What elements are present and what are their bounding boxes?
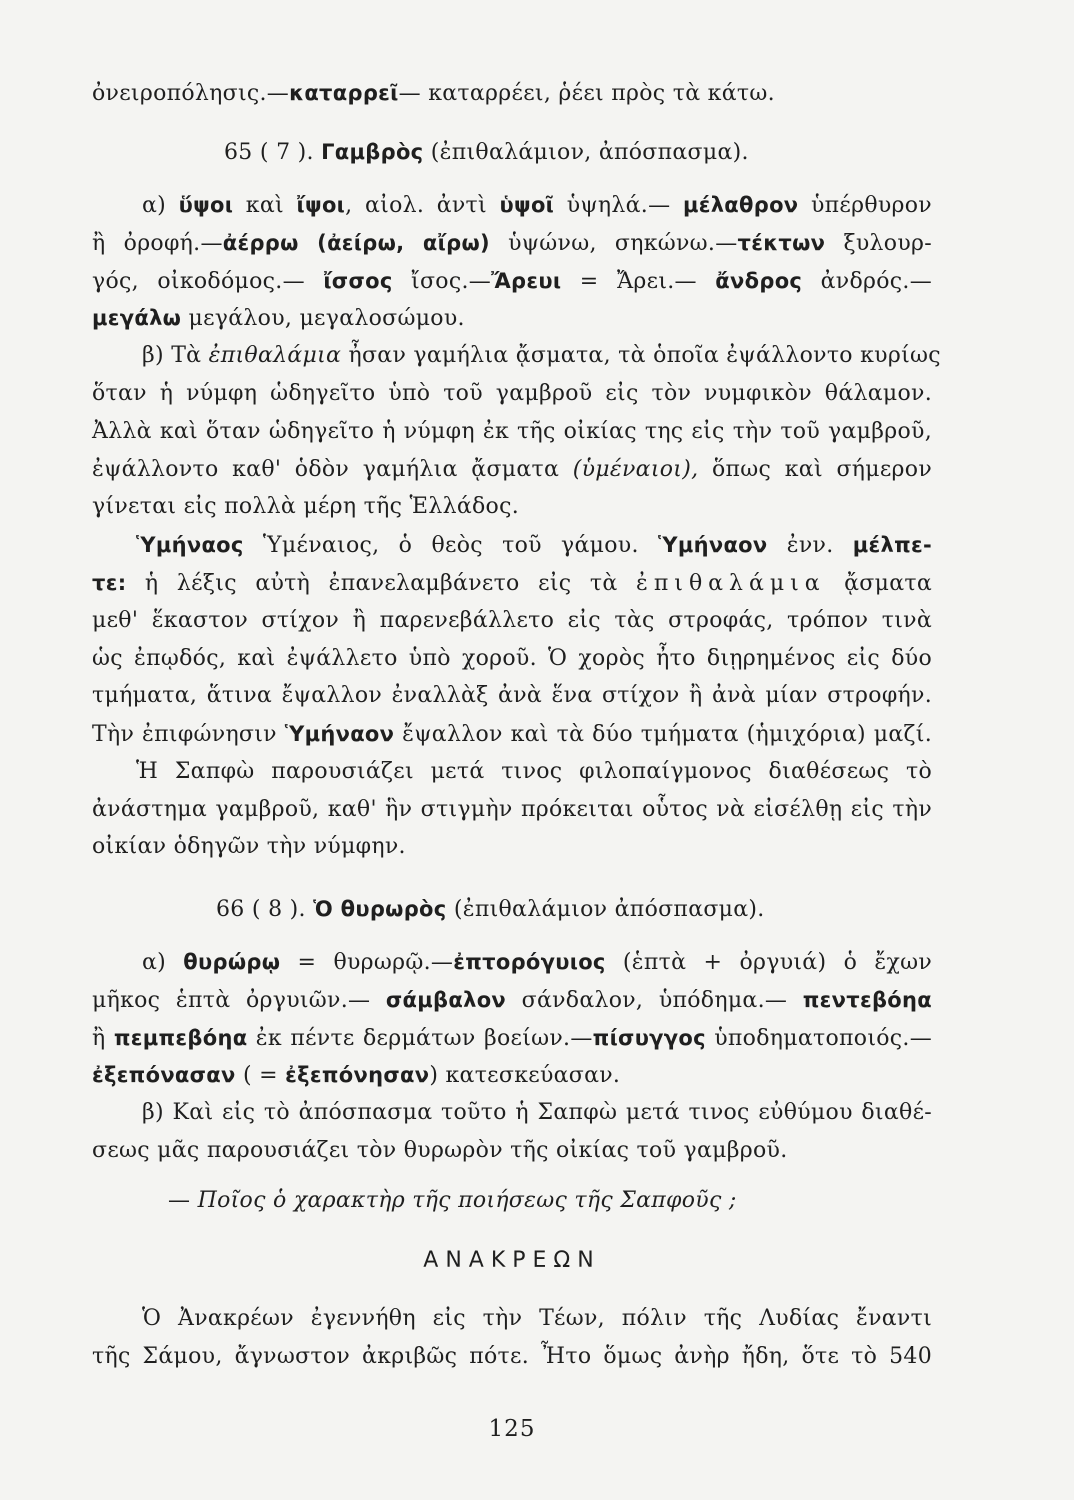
text-run: ἡ λέξις αὐτὴ ἐπανελαμβάνετο εἰς τὰ xyxy=(126,571,637,596)
text-run: ἢ xyxy=(92,1026,114,1051)
bold-term: Ἄρευι xyxy=(491,269,562,293)
bold-term: ἄνδρος xyxy=(715,269,803,293)
text-run: ξυλουρ- xyxy=(825,231,932,256)
text-line: β) Καὶ εἰς τὸ ἀπόσπασμα τοῦτο ἡ Σαπφὼ μετά τινος εὐθύμου διαθέ- xyxy=(142,1100,932,1125)
text-line: ἀνάστημα γαμβροῦ, καθ' ἣν στιγμὴν πρόκειται οὗτος νὰ εἰσέλθῃ εἰς τὴν xyxy=(92,797,932,822)
section-66-heading xyxy=(216,894,765,925)
text-run: (ἐπιθαλάμιον, ἀπόσπασμα). xyxy=(423,140,749,165)
text-line xyxy=(142,947,932,978)
text-line: Ὁ Ἀνακρέων ἐγεννήθη εἰς τὴν Τέων, πόλιν τῆς Λυδίας ἔναντι xyxy=(142,1306,932,1331)
question-line xyxy=(168,1186,737,1216)
text-line: ὅταν ἡ νύμφη ὡδηγεῖτο ὑπὸ τοῦ γαμβροῦ εἰς τὸν νυμφικὸν θάλαμον. xyxy=(92,381,932,406)
text-run: ἦσαν γαμήλια ᾄσματα, τὰ ὁποῖα ἐψάλλοντο κυρίως xyxy=(341,343,941,368)
bold-term: ἴσσος xyxy=(323,269,393,293)
bold-term: Ὑμήναος xyxy=(136,533,244,557)
text-run: , αἰολ. ἀντὶ xyxy=(345,193,500,218)
text-run: (ἐπιθαλάμιον ἀπόσπασμα). xyxy=(446,897,765,922)
text-run: (ἑπτὰ + ὀργυιά) ὁ ἔχων xyxy=(605,950,932,975)
text-run: μῆκος ἑπτὰ ὀργυιῶν.— xyxy=(92,988,386,1013)
text-line: γίνεται εἰς πολλὰ μέρη τῆς Ἑλλάδος. xyxy=(92,494,519,519)
text-run: ( = xyxy=(235,1063,286,1088)
bold-term: ἐξεπόνησαν xyxy=(285,1063,430,1087)
text-line xyxy=(92,1060,620,1091)
text-run: = Ἄρει.— xyxy=(561,269,716,294)
bold-term: ὑψοῖ xyxy=(499,193,555,217)
bold-term: ἐξεπόνασαν xyxy=(92,1063,236,1087)
section-number: 66 ( 8 ). xyxy=(216,897,314,922)
bold-term: ἀέρρω (ἀείρω, αἴρω) xyxy=(222,231,490,255)
bold-term: ὕψοι xyxy=(178,193,234,217)
text-line xyxy=(142,341,941,371)
text-run: ὑποδηματοποιός.— xyxy=(705,1026,932,1051)
bold-term: μέλαθρον xyxy=(682,193,799,217)
bold-term: πεντεβόηα xyxy=(802,988,932,1012)
text-line: τμήματα, ἅτινα ἔψαλλον ἐναλλὰξ ἀνὰ ἕνα στίχον ἢ ἀνὰ μίαν στροφήν. xyxy=(92,683,932,708)
bold-term: Ὑμήναον xyxy=(658,533,768,557)
bold-term: μέλπε- xyxy=(852,533,932,557)
bold-term: σάμβαλον xyxy=(385,988,507,1012)
text-run: — xyxy=(168,1188,198,1213)
question-text: Ποῖος ὁ χαρακτὴρ τῆς ποιήσεως τῆς Σαπφοῦς ; xyxy=(197,1188,737,1213)
text-run: ἐνν. xyxy=(767,533,853,558)
text-run: β) Τὰ xyxy=(142,343,209,368)
text-run: α) xyxy=(142,193,179,218)
text-run: ὅπως καὶ σήμερον xyxy=(698,457,932,482)
text-line xyxy=(92,568,932,599)
bold-term: πεμπεβόηα xyxy=(113,1026,248,1050)
text-run: καὶ xyxy=(233,193,297,218)
text-run: γός, οἰκοδόμος.— xyxy=(92,269,324,294)
text-run: μεγάλου, μεγαλοσώμου. xyxy=(181,306,465,331)
page-number: 125 xyxy=(488,1416,536,1442)
section-number: 65 ( 7 ). xyxy=(224,140,322,165)
section-heading: ΑΝΑΚΡΕΩΝ xyxy=(423,1248,601,1273)
text-run: — καταρρέει, ῥέει πρὸς τὰ κάτω. xyxy=(398,81,775,106)
bold-term: πίσυγγος xyxy=(592,1026,706,1050)
text-line xyxy=(92,303,465,334)
italic-term: ἐπιθαλάμια xyxy=(208,343,342,368)
section-65-heading xyxy=(224,137,749,168)
text-run: ὑπέρθυρον xyxy=(798,193,932,218)
text-line xyxy=(136,530,932,561)
bold-term: καταρρεῖ xyxy=(289,81,399,105)
bold-term: Ὑμήναον xyxy=(284,722,395,746)
text-line xyxy=(92,455,932,485)
text-run: ) κατεσκεύασαν. xyxy=(429,1063,621,1088)
section-title: Ὁ θυρωρὸς xyxy=(313,897,447,921)
text-line xyxy=(92,228,932,259)
text-line xyxy=(92,1023,932,1054)
text-run: ὑψηλά.— xyxy=(554,193,683,218)
text-line: ὡς ἐπῳδός, καὶ ἐψάλλετο ὑπὸ χοροῦ. Ὁ χορὸς ἦτο διῃρημένος εἰς δύο xyxy=(92,646,932,671)
text-line xyxy=(92,78,775,109)
text-line xyxy=(92,719,932,750)
bold-term: θυρώρῳ xyxy=(183,950,281,974)
text-run: = θυρωρῷ.— xyxy=(280,950,454,975)
text-run: ἐκ πέντε δερμάτων βοείων.— xyxy=(247,1026,593,1051)
text-line: Ἡ Σαπφὼ παρουσιάζει μετά τινος φιλοπαίγμονος διαθέσεως τὸ xyxy=(136,759,932,784)
text-line: μεθ' ἕκαστον στίχον ἢ παρενεβάλλετο εἰς τὰς στροφάς, τρόπον τινὰ xyxy=(92,608,932,633)
text-line xyxy=(92,985,932,1016)
italic-term: (ὑμέναιοι), xyxy=(572,457,699,482)
text-line xyxy=(142,190,932,221)
text-run: ἐψάλλοντο καθ' ὁδὸν γαμήλια ᾄσματα xyxy=(92,457,573,482)
text-run: ἴσος.— xyxy=(392,269,492,294)
text-run: σάνδαλον, ὑπόδημα.— xyxy=(506,988,803,1013)
text-line: οἰκίαν ὁδηγῶν τὴν νύμφην. xyxy=(92,834,406,859)
bold-term: τέκτων xyxy=(737,231,826,255)
text-run: Τὴν ἐπιφώνησιν xyxy=(92,722,285,747)
text-run: ἔψαλλον καὶ τὰ δύο τμήματα (ἡμιχόρια) μαζί. xyxy=(394,722,932,747)
text-run: ᾄσματα xyxy=(825,571,933,596)
text-line xyxy=(92,266,932,297)
text-line: Ἀλλὰ καὶ ὅταν ὡδηγεῖτο ἡ νύμφη ἐκ τῆς οἰκίας της εἰς τὴν τοῦ γαμβροῦ, xyxy=(92,419,932,444)
text-run: ὑψώνω, σηκώνω.— xyxy=(489,231,738,256)
text-line: τῆς Σάμου, ἄγνωστον ἀκριβῶς πότε. Ἦτο ὅμως ἀνὴρ ἤδη, ὅτε τὸ 540 xyxy=(92,1344,932,1369)
text-line: σεως μᾶς παρουσιάζει τὸν θυρωρὸν τῆς οἰκίας τοῦ γαμβροῦ. xyxy=(92,1138,788,1163)
text-run: ἢ ὀροφή.— xyxy=(92,231,223,256)
text-run: ὀνειροπόλησις.— xyxy=(92,81,290,106)
bold-term: τε: xyxy=(92,571,127,595)
bold-term: μεγάλω xyxy=(92,306,182,330)
section-title: Γαμβρὸς xyxy=(321,140,424,164)
text-run: Ὑμέναιος, ὁ θεὸς τοῦ γάμου. xyxy=(243,533,658,558)
spaced-term: ἐπιθαλάμια xyxy=(636,571,826,596)
bold-term: ἴψοι xyxy=(296,193,346,217)
text-run: α) xyxy=(142,950,184,975)
text-run: ἀνδρός.— xyxy=(802,269,932,294)
bold-term: ἐπτορόγυιος xyxy=(453,950,606,974)
